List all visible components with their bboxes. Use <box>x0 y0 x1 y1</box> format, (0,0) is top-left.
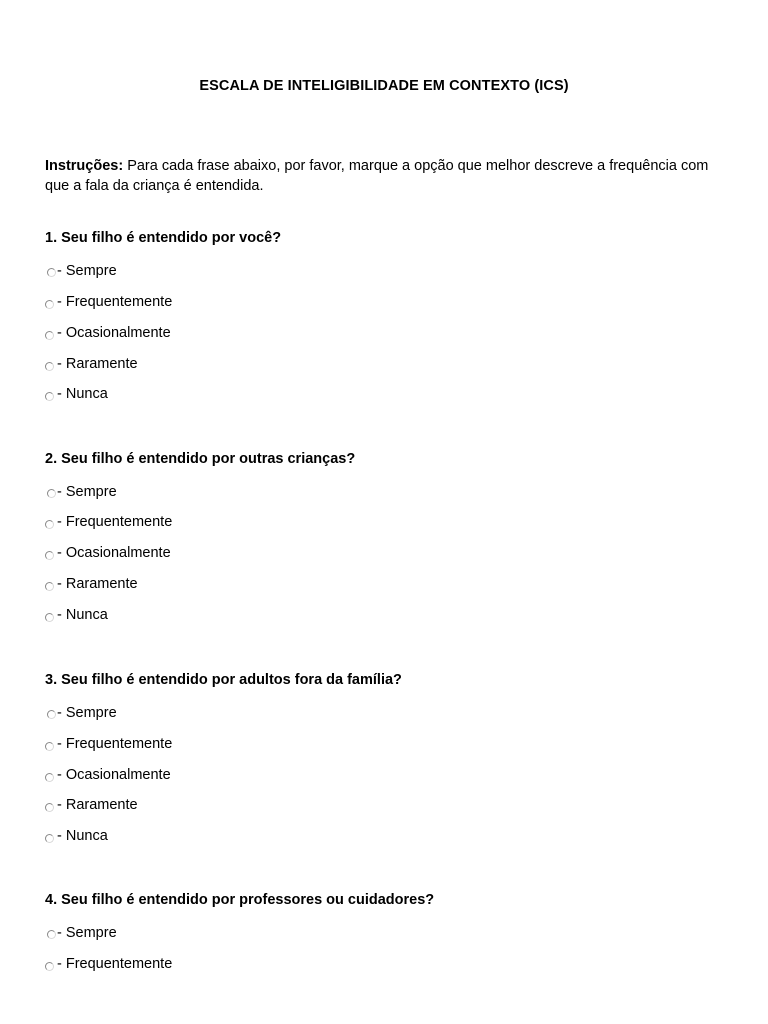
option-raramente[interactable] <box>45 574 138 594</box>
option-label: - Raramente <box>57 356 138 372</box>
option-nunca[interactable] <box>45 826 108 846</box>
option-frequentemente[interactable] <box>45 512 172 532</box>
option-label: - Nunca <box>57 607 108 623</box>
option-raramente[interactable] <box>45 354 138 374</box>
question-3 <box>45 670 745 844</box>
radio-button-icon[interactable] <box>47 489 56 498</box>
option-nunca[interactable] <box>45 384 108 404</box>
radio-button-icon[interactable] <box>45 613 54 622</box>
question-text: 1. Seu filho é entendido por você? <box>45 230 282 246</box>
question-text: 3. Seu filho é entendido por adultos fora da família? <box>45 672 402 688</box>
radio-button-icon[interactable] <box>45 520 54 529</box>
question-text: 2. Seu filho é entendido por outras crianças? <box>45 451 356 467</box>
option-nunca[interactable] <box>45 605 108 625</box>
instructions-text: Para cada frase abaixo, por favor, marque a opção que melhor descreve a frequência com que a fala da criança é entendida. <box>45 158 709 194</box>
question-text: 4. Seu filho é entendido por professores ou cuidadores? <box>45 892 435 908</box>
instructions <box>45 156 725 196</box>
option-label: - Nunca <box>57 828 108 844</box>
option-label: - Frequentemente <box>57 736 173 752</box>
document-title: ESCALA DE INTELIGIBILIDADE EM CONTEXTO (ICS) <box>199 78 569 94</box>
option-ocasionalmente[interactable] <box>45 765 171 785</box>
option-sempre[interactable] <box>45 261 117 281</box>
option-label: - Frequentemente <box>57 956 173 972</box>
radio-button-icon[interactable] <box>45 551 54 560</box>
option-frequentemente[interactable] <box>45 734 172 754</box>
option-sempre[interactable] <box>45 703 117 723</box>
radio-button-icon[interactable] <box>45 362 54 371</box>
instructions-label: Instruções: <box>45 158 124 174</box>
radio-button-icon[interactable] <box>47 268 56 277</box>
option-label: - Raramente <box>57 797 138 813</box>
option-label: - Raramente <box>57 576 138 592</box>
option-sempre[interactable] <box>45 923 117 943</box>
option-ocasionalmente[interactable] <box>45 323 171 343</box>
option-raramente[interactable] <box>45 795 138 815</box>
question-1 <box>45 228 745 402</box>
option-label: - Frequentemente <box>57 514 173 530</box>
radio-button-icon[interactable] <box>45 392 54 401</box>
option-label: - Ocasionalmente <box>57 325 171 341</box>
radio-button-icon[interactable] <box>45 834 54 843</box>
option-sempre[interactable] <box>45 482 117 502</box>
radio-button-icon[interactable] <box>45 962 54 971</box>
option-label: - Ocasionalmente <box>57 545 171 561</box>
radio-button-icon[interactable] <box>45 803 54 812</box>
question-2 <box>45 449 745 623</box>
option-frequentemente[interactable] <box>45 954 172 974</box>
radio-button-icon[interactable] <box>45 582 54 591</box>
option-label: - Sempre <box>57 925 117 941</box>
option-label: - Frequentemente <box>57 294 173 310</box>
radio-button-icon[interactable] <box>45 773 54 782</box>
option-label: - Sempre <box>57 263 117 279</box>
option-frequentemente[interactable] <box>45 292 172 312</box>
option-label: - Sempre <box>57 705 117 721</box>
option-label: - Nunca <box>57 386 108 402</box>
radio-button-icon[interactable] <box>47 930 56 939</box>
question-4 <box>45 890 745 972</box>
radio-button-icon[interactable] <box>45 300 54 309</box>
option-label: - Ocasionalmente <box>57 767 171 783</box>
radio-button-icon[interactable] <box>47 710 56 719</box>
option-label: - Sempre <box>57 484 117 500</box>
option-ocasionalmente[interactable] <box>45 543 171 563</box>
radio-button-icon[interactable] <box>45 742 54 751</box>
radio-button-icon[interactable] <box>45 331 54 340</box>
